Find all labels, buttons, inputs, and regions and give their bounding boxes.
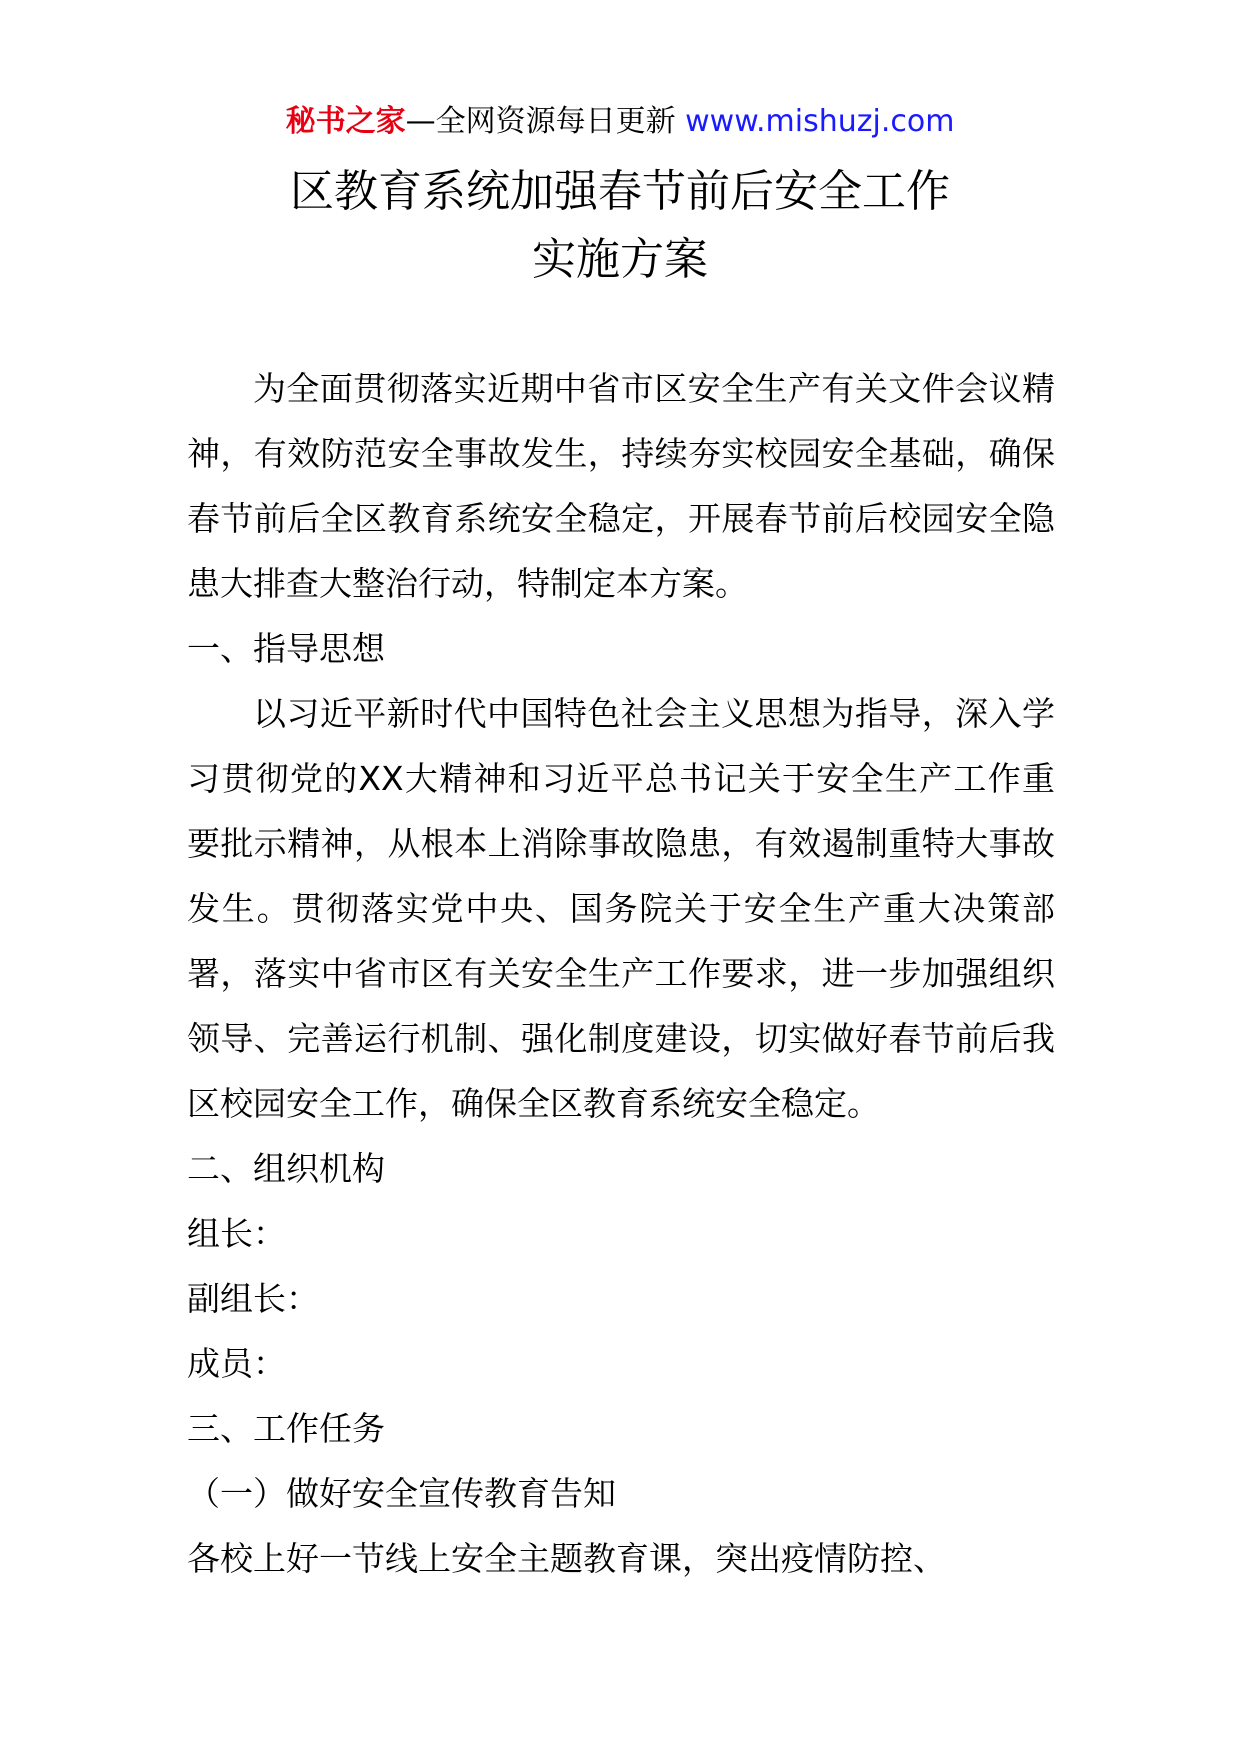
brand-name: 秘书之家 <box>285 104 406 139</box>
section-1-paragraph: 以习近平新时代中国特色社会主义思想为指导，深入学习贯彻党的XX大精神和习近平总书记关于安全生产工作重要批示精神，从根本上消除事故隐患，有效遏制重特大事故发生。贯彻落实党中央、国务院关于安全生产重大决策部署，落实中省市区有关安全生产工作要求，进一步加强组织领导、完善运行机制、强化制度建设，切实做好春节前后我区校园安全工作，确保全区教育系统安全稳定。 <box>187 694 1055 1123</box>
document-title-line-1: 区教育系统加强春节前后安全工作 <box>290 166 950 217</box>
subsection-1-paragraph: 各校上好一节线上安全主题教育课，突出疫情防控、 <box>187 1539 946 1578</box>
section-2-heading: 二、组织机构 <box>187 1149 385 1188</box>
section-1-heading: 一、指导思想 <box>187 629 385 668</box>
intro-paragraph: 为全面贯彻落实近期中省市区安全生产有关文件会议精神，有效防范安全事故发生，持续夯实校园安全基础，确保春节前后全区教育系统安全稳定，开展春节前后校园安全隐患大排查大整治行动，特制定本方案。 <box>187 369 1055 603</box>
section-3-heading: 三、工作任务 <box>187 1409 385 1448</box>
site-header <box>0 100 1240 144</box>
members-label: 成员： <box>187 1344 286 1383</box>
leader-label: 组长： <box>187 1214 286 1253</box>
deputy-leader-label: 副组长： <box>187 1279 319 1318</box>
subsection-1-heading: （一）做好安全宣传教育告知 <box>187 1474 616 1513</box>
site-url-link[interactable]: www.mishuzj.com <box>685 104 955 139</box>
document-body <box>187 356 1055 1591</box>
header-tagline: —全网资源每日更新 <box>405 104 686 139</box>
document-title-line-2: 实施方案 <box>532 234 708 285</box>
